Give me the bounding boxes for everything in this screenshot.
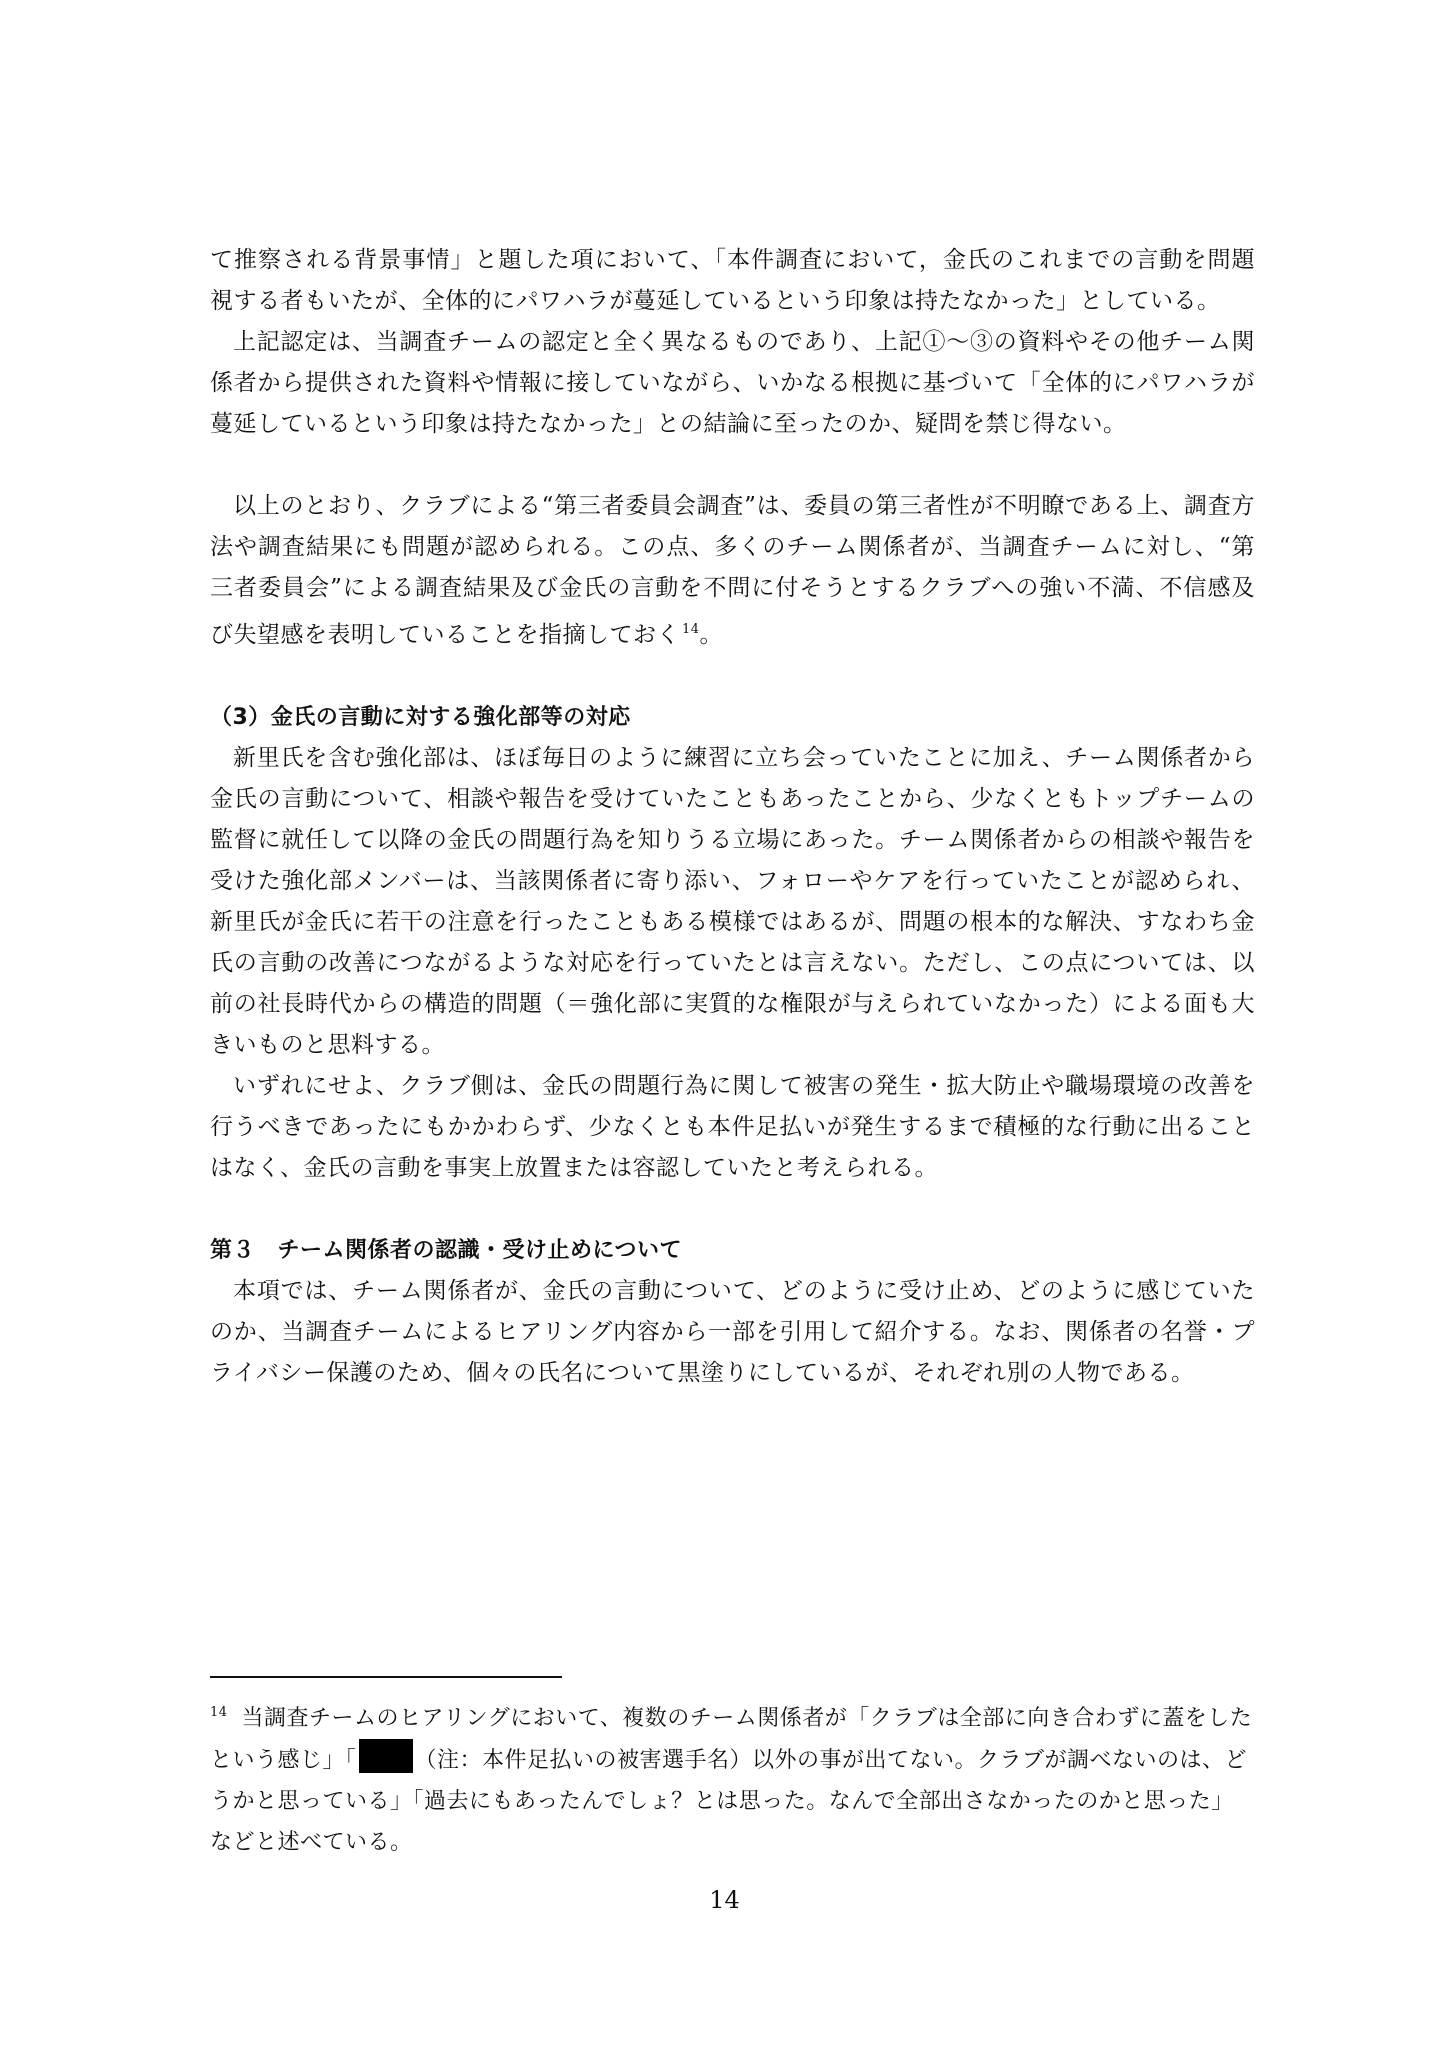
footnote-text-before: 当調査チームのヒアリングにおいて、複数のチーム関係者が「クラブは全部に向き合わずに蓋をしたという感じ」「 — [210, 1706, 1253, 1773]
footnote-separator — [210, 1676, 562, 1678]
paragraph-6: 本項では、チーム関係者が、金氏の言動について、どのように受け止め、どのように感じていたのか、当調査チームによるヒアリング内容から一部を引用して紹介する。なお、関係者の名誉・プライバシー保護のため、個々の氏名について黒塗りにしているが、それぞれ別の人物である。 — [210, 1278, 1255, 1386]
page-number: 14 — [709, 1886, 740, 1914]
footnote-text-after: （注：本件足払いの被害選手名）以外の事が出てない。クラブが調べないのは、どうかと思っている」「過去にもあったんでしょ？とは思った。なんで全部出さなかったのかと思った」などと述べている。 — [210, 1748, 1248, 1855]
section-heading-3: （3）金氏の言動に対する強化部等の対応 — [210, 705, 631, 730]
chapter-heading-3: 第３ チーム関係者の認識・受け止めについて — [210, 1238, 683, 1263]
redacted-name-block — [359, 1739, 413, 1773]
spacer — [210, 1189, 1255, 1230]
paragraph-4: 新里氏を含む強化部は、ほぼ毎日のように練習に立ち会っていたことに加え、チーム関係者から金氏の言動について、相談や報告を受けていたこともあったことから、少なくともトップチームの監督に就任して以降の金氏の問題行為を知りうる立場にあった。チーム関係者からの相談や報告を受けた強化部メンバーは、当該関係者に寄り添い、フォローやケアを行っていたことが認められ、新里氏が金氏に若干の注意を行ったこともある模様ではあるが、問題の根本的な解決、すなわち金氏の言動の改善につながるような対応を行っていたとは言えない。ただし、この点については、以前の社長時代からの構造的問題（＝強化部に実質的な権限が与えられていなかった）による面も大きいものと思料する。 — [210, 745, 1255, 1058]
footnote-14 — [210, 1692, 1255, 1863]
spacer — [210, 656, 1255, 697]
paragraph-3 — [210, 486, 1255, 656]
paragraph-3-end: 。 — [699, 622, 724, 648]
paragraph-5: いずれにせよ、クラブ側は、金氏の問題行為に関して被害の発生・拡大防止や職場環境の改善を行うべきであったにもかかわらず、少なくとも本件足払いが発生するまで積極的な行動に出ることはなく、金氏の言動を事実上放置または容認していたと考えられる。 — [210, 1073, 1255, 1181]
paragraph-2: 上記認定は、当調査チームの認定と全く異なるものであり、上記①～③の資料やその他チーム関係者から提供された資料や情報に接していながら、いかなる根拠に基づいて「全体的にパワハラが蔓延しているという印象は持たなかった」との結論に至ったのか、疑問を禁じ得ない。 — [210, 329, 1255, 437]
spacer — [210, 445, 1255, 486]
footnote-reference[interactable]: 14 — [682, 622, 700, 637]
paragraph-3-text: 以上のとおり、クラブによる“第三者委員会調査”は、委員の第三者性が不明瞭である上、調査方法や調査結果にも問題が認められる。この点、多くのチーム関係者が、当調査チームに対し、“第三者委員会”による調査結果及び金氏の言動を不問に付そうとするクラブへの強い不満、不信感及び失望感を表明していることを指摘しておく — [210, 493, 1255, 648]
footnote-number: 14 — [210, 1705, 228, 1720]
page-body — [210, 240, 1255, 1394]
paragraph-1: て推察される背景事情」と題した項において、「本件調査において，金氏のこれまでの言動を問題視する者もいたが、全体的にパワハラが蔓延しているという印象は持たなかった」としている。 — [210, 247, 1255, 314]
